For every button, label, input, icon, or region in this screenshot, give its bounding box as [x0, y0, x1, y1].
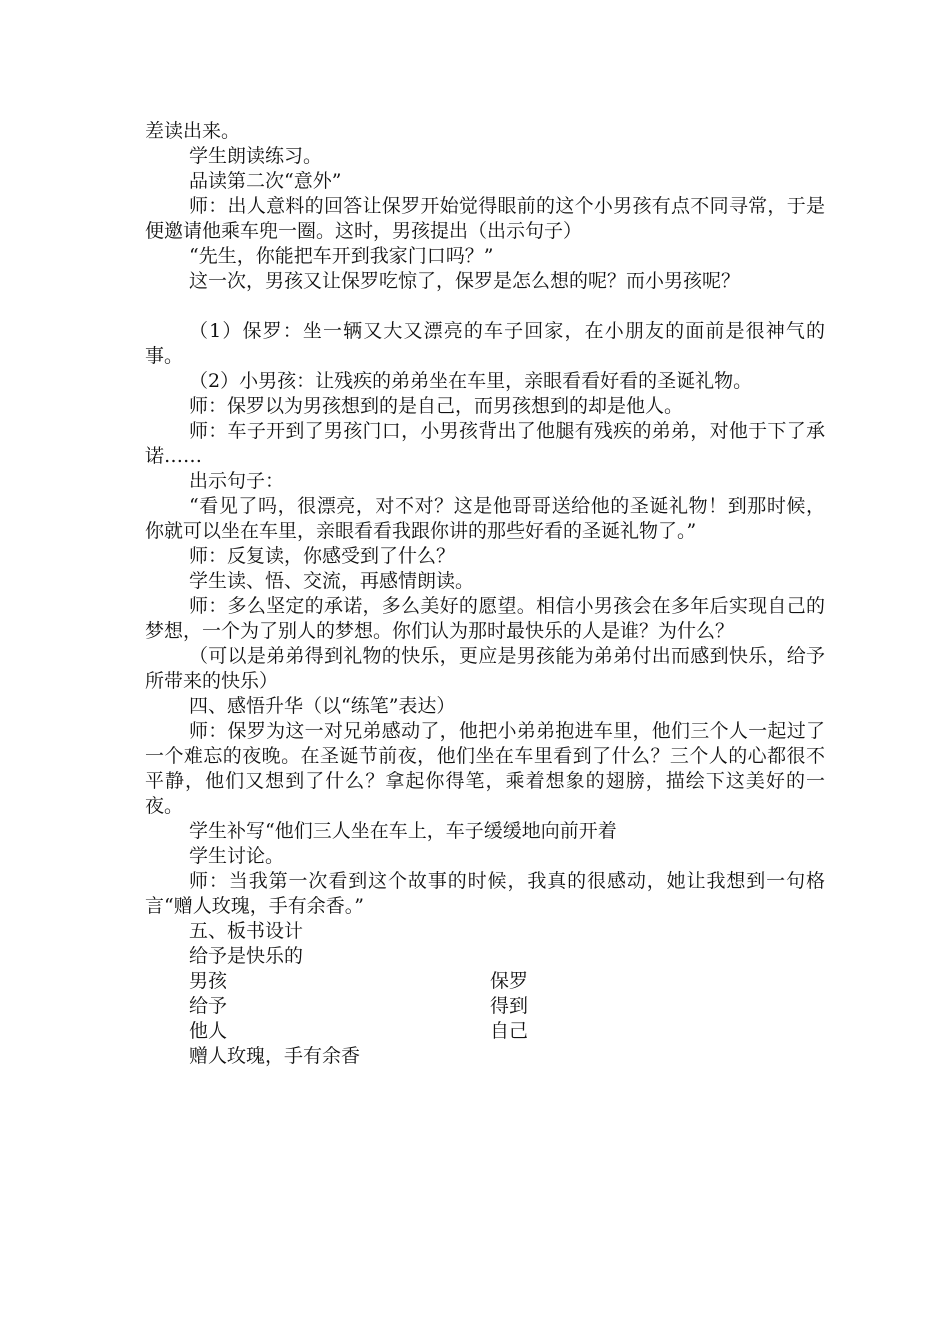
board-right-cell: 得到 [490, 995, 529, 1017]
paragraph: 这一次，男孩又让保罗吃惊了，保罗是怎么想的呢？而小男孩呢？ [189, 270, 741, 292]
paragraph: 学生讨论。 [189, 845, 285, 867]
board-right-cell: 自己 [490, 1020, 529, 1042]
paragraph: “看见了吗，很漂亮，对不对？这是他哥哥送给他的圣诞礼物！到那时候，你就可以坐在车里，亲眼看看我跟你讲的那些好看的圣诞礼物了。” [145, 495, 825, 542]
board-row [145, 969, 825, 994]
paragraph: 品读第二次“意外” [189, 170, 342, 192]
paragraph: 师：保罗以为男孩想到的是自己，而男孩想到的却是他人。 [189, 395, 684, 417]
board-footer: 赠人玫瑰，手有余香 [189, 1045, 361, 1067]
paragraph: （2）小男孩：让残疾的弟弟坐在车里，亲眼看看好看的圣诞礼物。 [189, 370, 753, 392]
blank-line [145, 294, 825, 319]
paragraph: 师：保罗为这一对兄弟感动了，他把小弟弟抱进车里，他们三个人一起过了一个难忘的夜晚。在圣诞节前夜，他们坐在车里看到了什么？三个人的心都很不平静，他们又想到了什么？拿起你得笔，乘着想象的翅膀，描绘下这美好的一夜。 [145, 720, 825, 817]
board-row [145, 1019, 825, 1044]
paragraph: 师：反复读，你感受到了什么？ [189, 545, 456, 567]
paragraph: 五、板书设计 [189, 920, 304, 942]
board-right-cell: 保罗 [490, 970, 529, 992]
paragraph: 师：当我第一次看到这个故事的时候，我真的很感动，她让我想到一句格言“赠人玫瑰，手有余香。” [145, 870, 825, 917]
lesson-text [145, 119, 825, 969]
board-left-cell: 他人 [189, 1020, 228, 1042]
blackboard-design [145, 969, 825, 1069]
board-row [145, 994, 825, 1019]
paragraph: 给予是快乐的 [189, 945, 304, 967]
paragraph: 四、感悟升华（以“练笔”表达） [189, 695, 456, 717]
board-left-cell: 男孩 [189, 970, 228, 992]
paragraph: 学生朗读练习。 [189, 145, 323, 167]
paragraph: “先生，你能把车开到我家门口吗？” [189, 245, 494, 267]
paragraph: 出示句子： [189, 470, 285, 492]
paragraph: 师：多么坚定的承诺，多么美好的愿望。相信小男孩会在多年后实现自己的梦想，一个为了别人的梦想。你们认为那时最快乐的人是谁？为什么？ [145, 595, 825, 642]
paragraph: 师：车子开到了男孩门口，小男孩背出了他腿有残疾的弟弟，对他于下了承诺…… [145, 420, 825, 467]
paragraph: （1）保罗：坐一辆又大又漂亮的车子回家，在小朋友的面前是很神气的事。 [145, 320, 825, 367]
paragraph: 差读出来。 [145, 120, 241, 142]
paragraph: 学生补写“他们三人坐在车上，车子缓缓地向前开着 [189, 820, 617, 842]
paragraph: 学生读、悟、交流，再感情朗读。 [189, 570, 475, 592]
paragraph: 师：出人意料的回答让保罗开始觉得眼前的这个小男孩有点不同寻常，于是便邀请他乘车兜一圈。这时，男孩提出（出示句子） [145, 195, 825, 242]
document-body [145, 119, 825, 1069]
board-left-cell: 给予 [189, 995, 228, 1017]
paragraph: （可以是弟弟得到礼物的快乐，更应是男孩能为弟弟付出而感到快乐，给予所带来的快乐） [145, 645, 825, 692]
